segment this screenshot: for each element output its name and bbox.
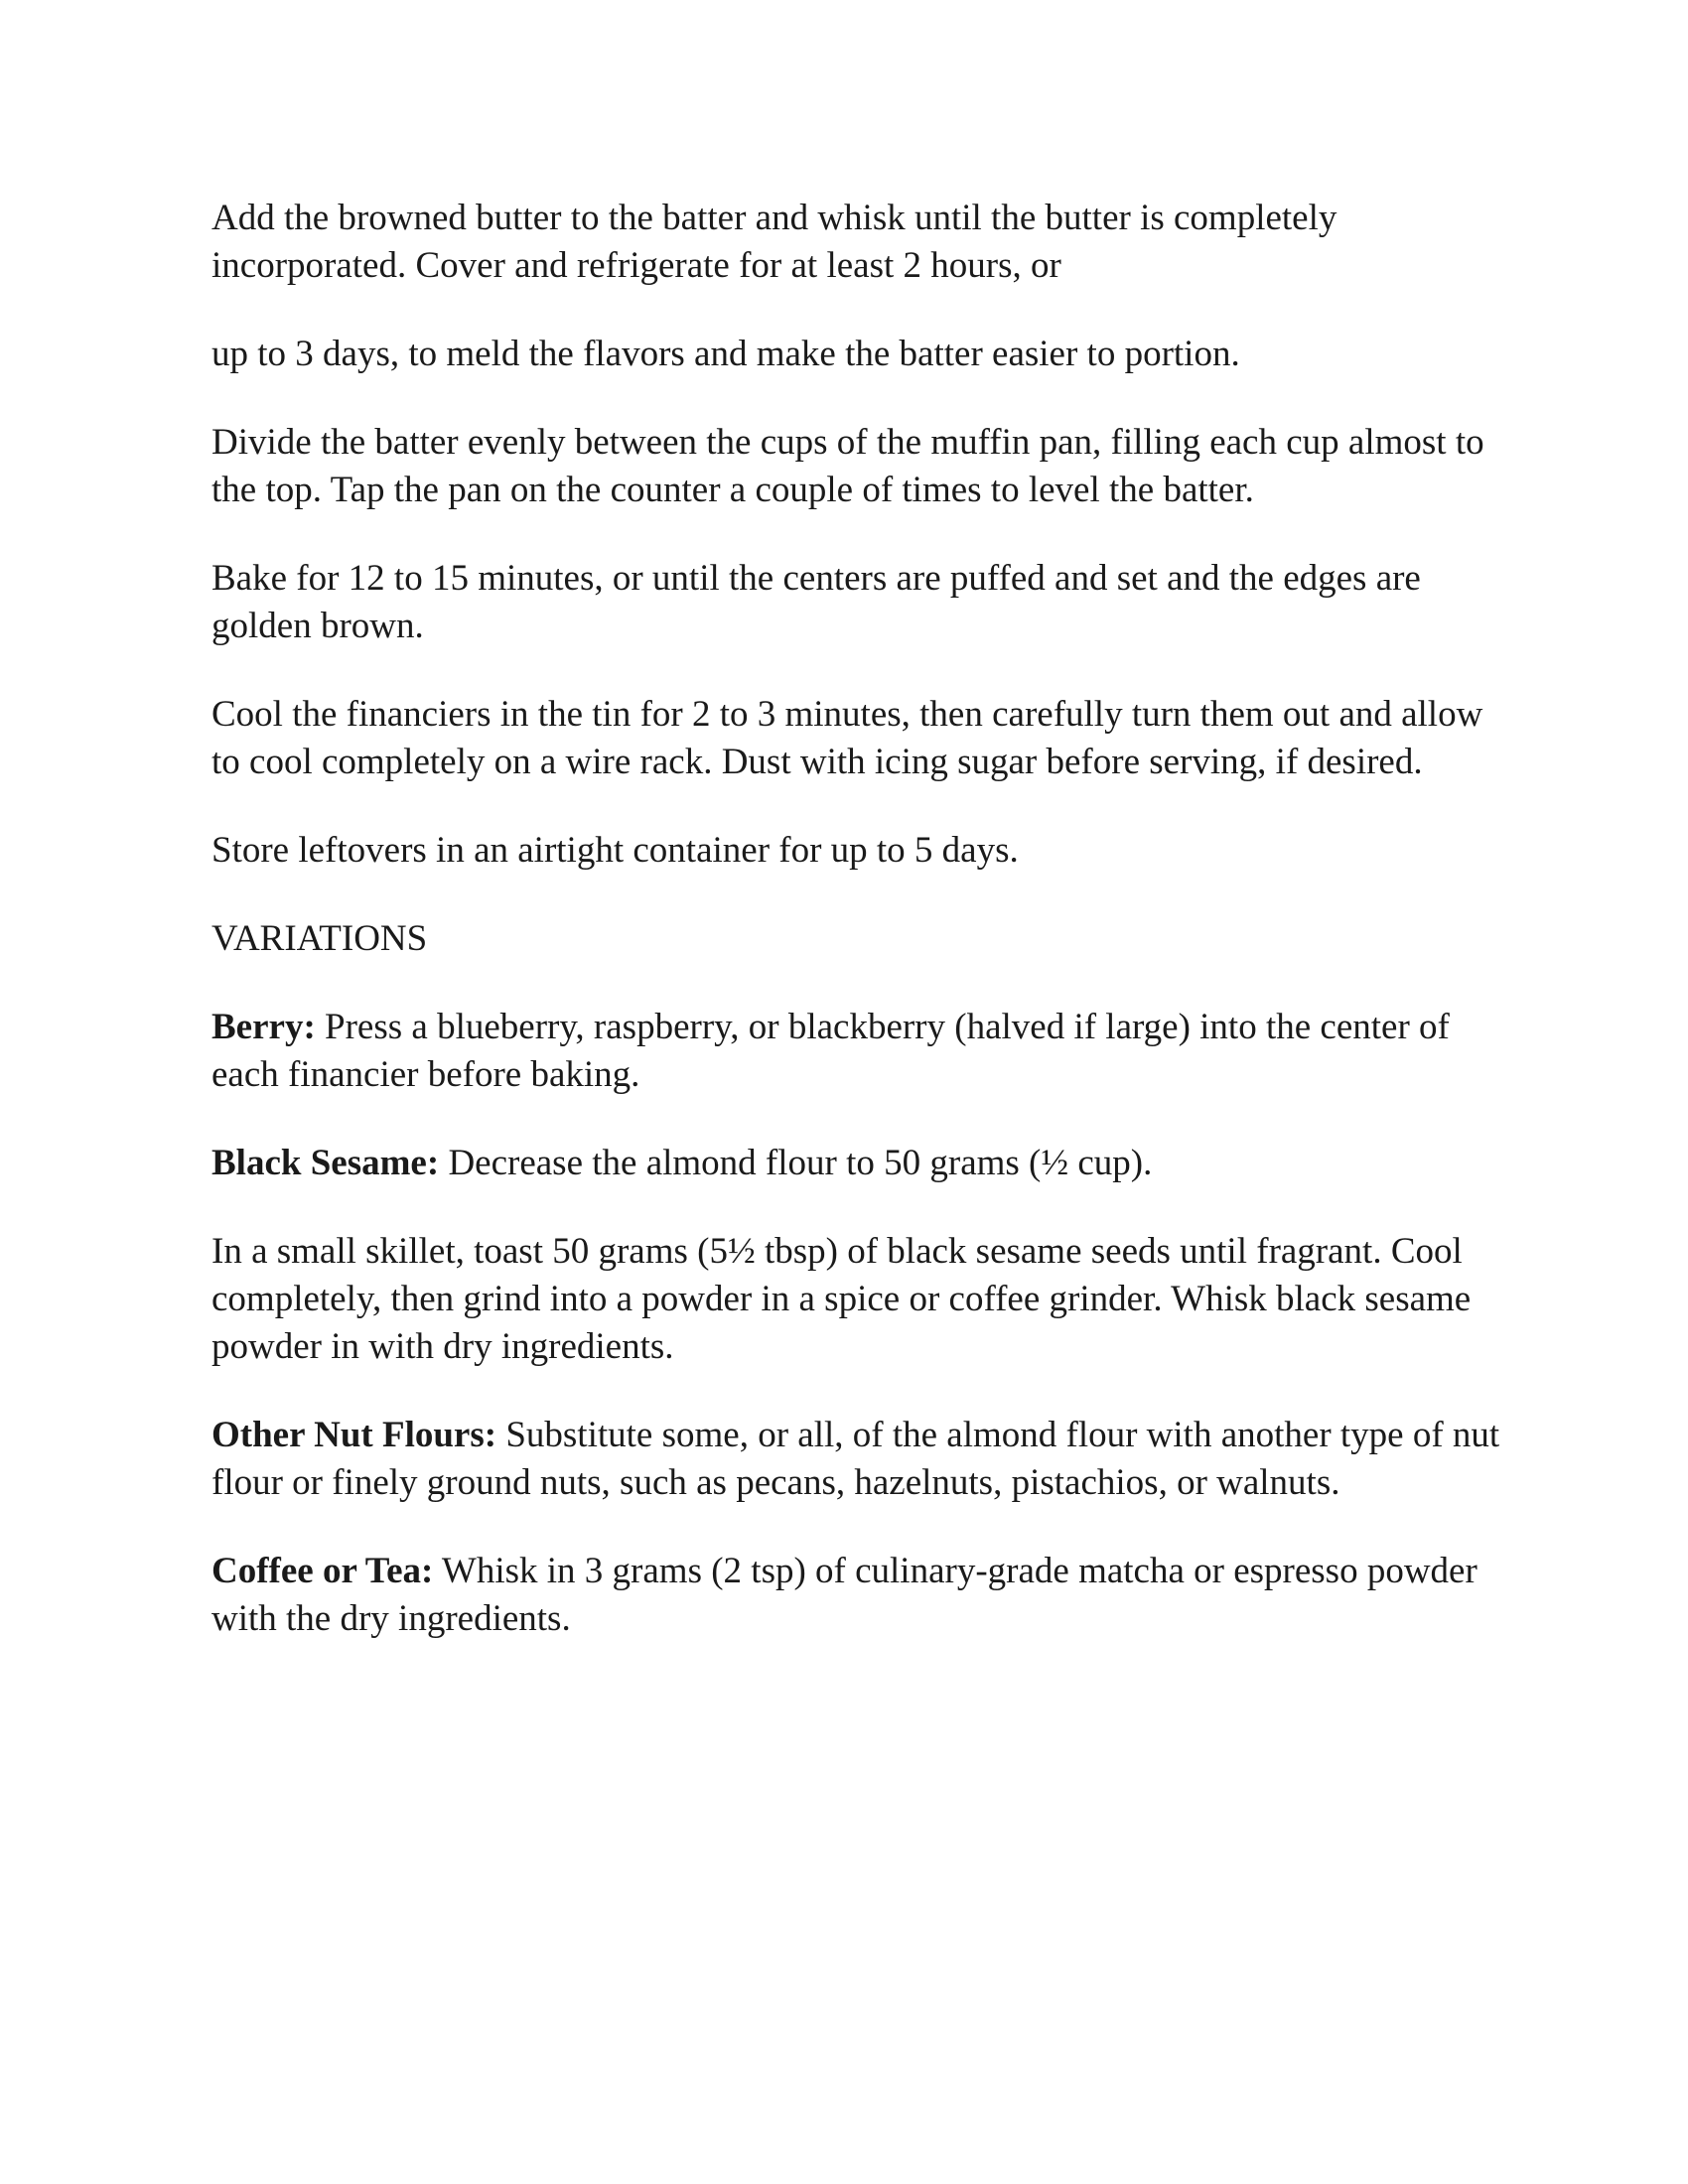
variation-black-sesame-text: Decrease the almond flour to 50 grams (½ cup).	[439, 1143, 1153, 1183]
variation-berry-label: Berry:	[211, 1007, 316, 1047]
variation-coffee-or-tea-label: Coffee or Tea:	[211, 1551, 434, 1591]
paragraph-cool: Cool the financiers in the tin for 2 to 3 minutes, then carefully turn them out and allow to cool completely on a wire rack. Dust with icing sugar before serving, if desired.	[211, 694, 1483, 782]
paragraph-bake: Bake for 12 to 15 minutes, or until the centers are puffed and set and the edges are golden brown.	[211, 558, 1421, 646]
paragraph-divide-batter: Divide the batter evenly between the cups of the muffin pan, filling each cup almost to the top. Tap the pan on the counter a couple of times to level the batter.	[211, 422, 1484, 510]
variation-black-sesame-label: Black Sesame:	[211, 1143, 440, 1183]
paragraph-store: Store leftovers in an airtight container for up to 5 days.	[211, 830, 1019, 871]
paragraph-refrigerate-duration: up to 3 days, to meld the flavors and make the batter easier to portion.	[211, 334, 1240, 374]
paragraph-browned-butter: Add the browned butter to the batter and whisk until the butter is completely incorporated. Cover and refrigerate for at least 2 hours, or	[211, 198, 1337, 286]
variation-black-sesame	[211, 1140, 1502, 1187]
variation-black-sesame-detail: In a small skillet, toast 50 grams (5½ tbsp) of black sesame seeds until fragrant. Cool completely, then grind into a powder in a spice or coffee grinder. Whisk black sesame powder in with dry ingredients.	[211, 1231, 1472, 1367]
variations-heading: VARIATIONS	[211, 918, 428, 959]
variation-coffee-or-tea	[211, 1548, 1502, 1643]
variation-berry	[211, 1004, 1502, 1099]
variation-other-nut-flours-text: Substitute some, or all, of the almond flour with another type of nut flour or finely ground nuts, such as pecans, hazelnuts, pistachios, or walnuts.	[211, 1415, 1500, 1503]
document-body	[211, 195, 1502, 1684]
variation-berry-text: Press a blueberry, raspberry, or blackberry (halved if large) into the center of each financier before baking.	[211, 1007, 1450, 1095]
variation-coffee-or-tea-text: Whisk in 3 grams (2 tsp) of culinary-grade matcha or espresso powder with the dry ingredients.	[211, 1551, 1477, 1639]
variation-other-nut-flours-label: Other Nut Flours:	[211, 1415, 497, 1455]
variation-other-nut-flours	[211, 1412, 1502, 1507]
